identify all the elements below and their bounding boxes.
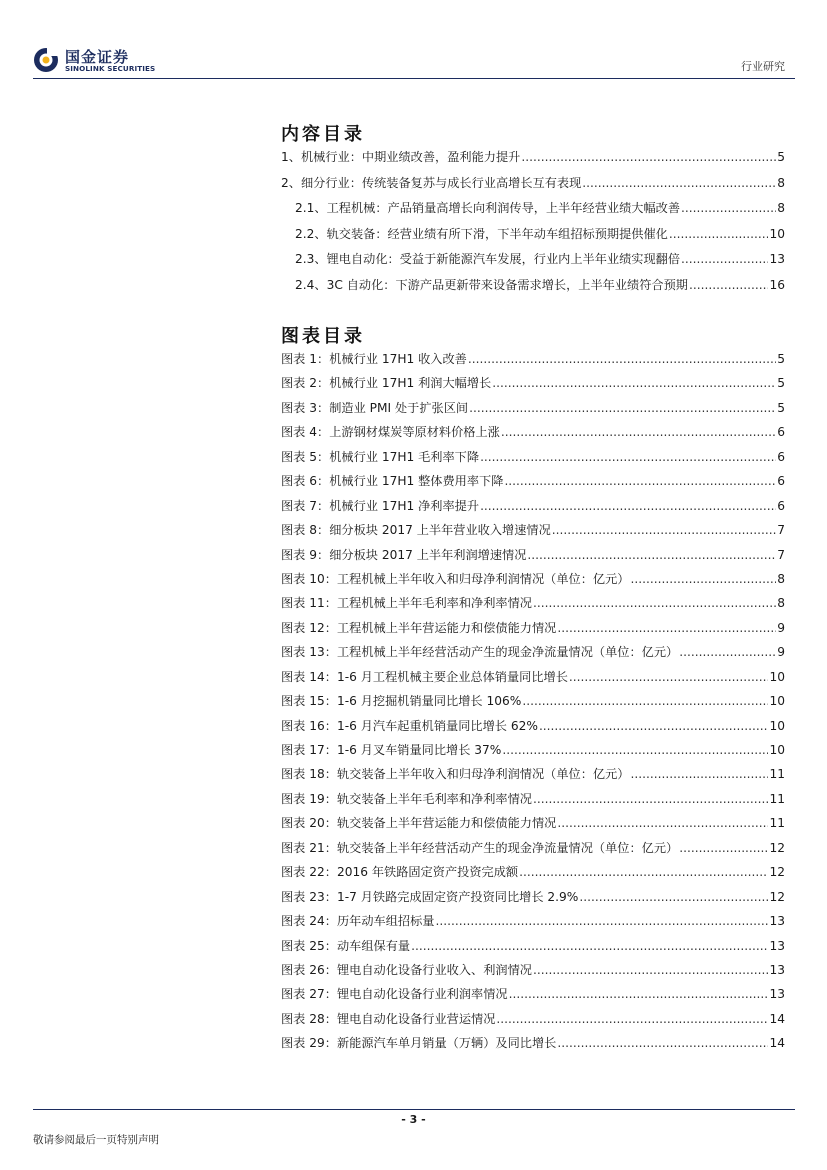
- toc-entry-page: 6: [777, 425, 785, 440]
- toc-entry-page: 9: [777, 620, 785, 635]
- toc-entry[interactable]: [281, 448, 785, 472]
- toc-entry-page: 10: [769, 743, 785, 757]
- toc-entry[interactable]: [281, 594, 785, 618]
- dot-leader: [468, 352, 776, 366]
- dot-leader: [679, 841, 768, 855]
- toc-entry[interactable]: [281, 814, 785, 838]
- dot-leader: [502, 743, 768, 757]
- toc-entry[interactable]: [281, 374, 785, 398]
- dot-leader: [630, 572, 776, 586]
- dot-leader: [679, 645, 776, 659]
- toc-entry[interactable]: [281, 250, 785, 276]
- dot-leader: [480, 499, 776, 513]
- toc-entry-title: 图表 23：1-7 月铁路完成固定资产投资同比增长 2.9%: [281, 889, 579, 904]
- toc-entry[interactable]: [281, 497, 785, 521]
- toc-entry-title: 图表 22：2016 年铁路固定资产投资完成额: [281, 865, 519, 880]
- toc-entry-page: 10: [769, 718, 785, 733]
- toc-entry-page: 6: [777, 474, 785, 489]
- dot-leader: [533, 596, 776, 610]
- toc-entry[interactable]: [281, 692, 785, 716]
- toc-entry-page: 14: [769, 1036, 785, 1051]
- toc-entry[interactable]: [281, 199, 785, 225]
- report-category: 行业研究: [741, 60, 785, 73]
- toc-entry[interactable]: [281, 863, 785, 887]
- toc-entry-page: 11: [769, 816, 785, 831]
- figures-title: 图表目录: [281, 326, 365, 347]
- toc-entry[interactable]: [281, 839, 785, 863]
- toc-entry-title: 2、细分行业：传统装备复苏与成长行业高增长互有表现: [281, 175, 582, 190]
- toc-entry-title: 2.3、锂电自动化：受益于新能源汽车发展，行业内上半年业绩实现翻倍: [295, 252, 681, 266]
- dot-leader: [435, 914, 768, 928]
- header-divider: [33, 78, 795, 79]
- toc-entry[interactable]: [281, 1010, 785, 1034]
- toc-entry-page: 10: [769, 669, 785, 684]
- dot-leader: [411, 939, 768, 953]
- toc-entry-page: 14: [769, 1011, 785, 1026]
- toc-entry-title: 图表 9：细分板块 2017 上半年利润增速情况: [281, 547, 527, 562]
- toc-entry-page: 6: [777, 498, 785, 513]
- dot-leader: [496, 1012, 768, 1026]
- toc-entry-title: 图表 13：工程机械上半年经营活动产生的现金净流量情况（单位：亿元）: [281, 645, 679, 660]
- toc-entry-title: 图表 28：锂电自动化设备行业营运情况: [281, 1011, 496, 1026]
- toc-entry-page: 8: [777, 175, 785, 190]
- dot-leader: [579, 890, 768, 904]
- toc-entry[interactable]: [281, 790, 785, 814]
- dot-leader: [522, 694, 768, 708]
- dot-leader: [527, 548, 776, 562]
- dot-leader: [557, 1036, 768, 1050]
- toc-entry-title: 图表 3：制造业 PMI 处于扩张区间: [281, 400, 469, 415]
- dot-leader: [552, 523, 776, 537]
- toc-entry-page: 13: [769, 962, 785, 977]
- toc-entry[interactable]: [281, 546, 785, 570]
- toc-entry-page: 11: [769, 767, 785, 782]
- toc-entry-page: 5: [777, 400, 785, 415]
- footer-divider: [33, 1109, 795, 1110]
- toc-entry-page: 8: [777, 596, 785, 611]
- toc-entry[interactable]: [281, 985, 785, 1009]
- toc-entry-title: 图表 24：历年动车组招标量: [281, 914, 435, 929]
- toc-entry-page: 7: [777, 547, 785, 562]
- toc-entry-title: 图表 2：机械行业 17H1 利润大幅增长: [281, 376, 492, 391]
- toc-entry-title: 1、机械行业：中期业绩改善，盈利能力提升: [281, 150, 521, 164]
- toc-entry-page: 12: [769, 840, 785, 855]
- toc-entry[interactable]: [281, 276, 785, 302]
- toc-entry-title: 图表 16：1-6 月汽车起重机销量同比增长 62%: [281, 718, 538, 733]
- toc-entry[interactable]: [281, 888, 785, 912]
- toc-entry[interactable]: [281, 619, 785, 643]
- toc-entry[interactable]: [281, 937, 785, 961]
- dot-leader: [557, 621, 776, 635]
- toc-entry-title: 图表 26：锂电自动化设备行业收入、利润情况: [281, 962, 532, 977]
- company-logo: [33, 44, 163, 80]
- toc-entry-page: 5: [777, 150, 785, 164]
- toc-entry-page: 8: [777, 201, 785, 215]
- toc-entry-page: 13: [769, 987, 785, 1002]
- dot-leader: [492, 376, 776, 390]
- toc-entry-page: 5: [777, 376, 785, 391]
- toc-entry[interactable]: [281, 765, 785, 789]
- toc-entry-title: 2.1、工程机械：产品销量高增长向利润传导，上半年经营业绩大幅改善: [295, 201, 681, 215]
- toc-entry[interactable]: [281, 643, 785, 667]
- toc-entry-title: 2.4、3C 自动化：下游产品更新带来设备需求增长，上半年业绩符合预期: [295, 277, 688, 292]
- dot-leader: [681, 201, 776, 215]
- toc-entry-page: 13: [769, 914, 785, 929]
- toc-entry[interactable]: [281, 570, 785, 594]
- dot-leader: [539, 719, 769, 733]
- toc-entry[interactable]: [281, 472, 785, 496]
- dot-leader: [509, 987, 769, 1001]
- toc-entry-title: 图表 5：机械行业 17H1 毛利率下降: [281, 449, 480, 464]
- toc-entry-title: 图表 8：细分板块 2017 上半年营业收入增速情况: [281, 523, 551, 538]
- toc-entry-page: 10: [769, 694, 785, 709]
- toc-entry-page: 5: [777, 352, 785, 366]
- logo-en-text: SINOLINK SECURITIES: [65, 64, 156, 73]
- toc-entry[interactable]: [281, 148, 785, 174]
- toc-entry-title: 图表 10：工程机械上半年收入和归母净利润情况（单位：亿元）: [281, 571, 630, 586]
- figures-list: [281, 350, 785, 1059]
- dot-leader: [569, 670, 769, 684]
- toc-entry[interactable]: [281, 717, 785, 741]
- dot-leader: [582, 176, 776, 190]
- disclaimer-text: 敬请参阅最后一页特别声明: [33, 1134, 159, 1146]
- toc-entry[interactable]: [281, 225, 785, 251]
- toc-entry-title: 图表 25：动车组保有量: [281, 938, 411, 953]
- toc-entry-title: 图表 20：轨交装备上半年营运能力和偿债能力情况: [281, 816, 557, 831]
- toc-entry-page: 7: [777, 523, 785, 538]
- dot-leader: [669, 227, 769, 241]
- dot-leader: [519, 865, 768, 879]
- logo-cn-text: 国金证券: [65, 48, 130, 66]
- toc-entry[interactable]: [281, 741, 785, 765]
- toc-entry-page: 12: [769, 889, 785, 904]
- toc-entry[interactable]: [281, 399, 785, 423]
- toc-entry-page: 8: [777, 571, 785, 586]
- toc-entry-title: 图表 27：锂电自动化设备行业利润率情况: [281, 987, 508, 1002]
- dot-leader: [533, 963, 769, 977]
- toc-entry-title: 图表 18：轨交装备上半年收入和归母净利润情况（单位：亿元）: [281, 767, 630, 782]
- toc-entry[interactable]: [281, 174, 785, 200]
- toc-entry-page: 13: [769, 938, 785, 953]
- toc-entry-title: 图表 6：机械行业 17H1 整体费用率下降: [281, 474, 504, 489]
- dot-leader: [630, 767, 768, 781]
- toc-entry-title: 图表 4：上游钢材煤炭等原材料价格上涨: [281, 425, 500, 440]
- toc-entry[interactable]: [281, 423, 785, 447]
- toc-entry-title: 图表 21：轨交装备上半年经营活动产生的现金净流量情况（单位：亿元）: [281, 840, 679, 855]
- toc-entry-page: 13: [769, 252, 785, 266]
- toc-entry-title: 图表 12：工程机械上半年营运能力和偿债能力情况: [281, 620, 557, 635]
- dot-leader: [681, 252, 768, 266]
- toc-entry-title: 图表 1：机械行业 17H1 收入改善: [281, 352, 467, 366]
- contents-title: 内容目录: [281, 124, 365, 145]
- toc-entry-title: 2.2、轨交装备：经营业绩有所下滑，下半年动车组招标预期提供催化: [295, 226, 668, 241]
- toc-entry[interactable]: [281, 1034, 785, 1058]
- toc-entry-title: 图表 29：新能源汽车单月销量（万辆）及同比增长: [281, 1036, 557, 1051]
- dot-leader: [504, 474, 776, 488]
- toc-entry-title: 图表 15：1-6 月挖掘机销量同比增长 106%: [281, 694, 522, 709]
- toc-entry-title: 图表 19：轨交装备上半年毛利率和净利率情况: [281, 791, 532, 806]
- toc-entry-title: 图表 7：机械行业 17H1 净利率提升: [281, 498, 480, 513]
- page-header: [0, 0, 827, 80]
- page-number: - 3 -: [401, 1113, 426, 1126]
- toc-entry-page: 11: [769, 791, 785, 806]
- dot-leader: [533, 792, 769, 806]
- dot-leader: [469, 401, 776, 415]
- toc-entry[interactable]: [281, 350, 785, 374]
- toc-entry-title: 图表 14：1-6 月工程机械主要企业总体销量同比增长: [281, 669, 568, 684]
- toc-entry-page: 12: [769, 865, 785, 880]
- toc-entry[interactable]: [281, 521, 785, 545]
- toc-entry-title: 图表 17：1-6 月叉车销量同比增长 37%: [281, 743, 502, 757]
- contents-list: [281, 148, 785, 301]
- toc-entry-page: 9: [777, 645, 785, 660]
- dot-leader: [557, 816, 768, 830]
- toc-entry-page: 16: [769, 277, 785, 292]
- toc-entry-page: 6: [777, 449, 785, 464]
- toc-entry-page: 10: [769, 226, 785, 241]
- dot-leader: [501, 425, 776, 439]
- toc-entry[interactable]: [281, 668, 785, 692]
- dot-leader: [521, 150, 776, 164]
- toc-entry[interactable]: [281, 912, 785, 936]
- logo-mark-icon: [33, 44, 61, 74]
- toc-entry[interactable]: [281, 961, 785, 985]
- dot-leader: [689, 278, 769, 292]
- toc-entry-title: 图表 11：工程机械上半年毛利率和净利率情况: [281, 596, 532, 611]
- dot-leader: [480, 450, 776, 464]
